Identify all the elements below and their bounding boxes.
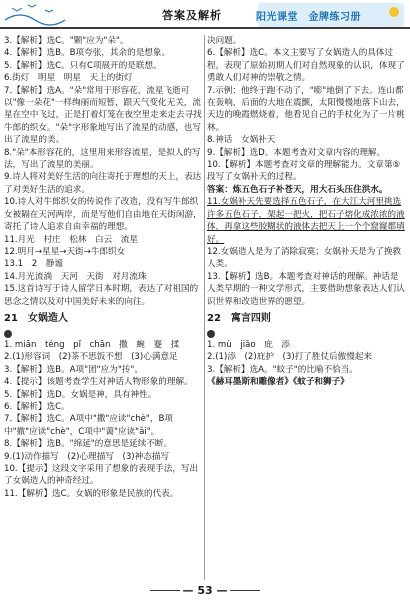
answer-line: 12.明月→星星→天街→牛郎织女 xyxy=(4,246,126,257)
page-number: — 53 — xyxy=(180,584,230,597)
answer-line: 1. miān téng pǐ chān 撒 蜿 蹇 揉 xyxy=(4,339,180,350)
answer-line: 12.女娲造人是为了消除寂寞；女娲补天是为了挽救人类。 xyxy=(207,246,402,270)
column-divider xyxy=(204,35,205,580)
answer-line: 《赫耳墨斯和雕像者》《蚊子和狮子》 xyxy=(207,377,349,388)
page-title: 答案及解析 xyxy=(162,9,222,22)
answer-line: 9.诗人将对美好生活的向往寄托于理想的天上，表达了对美好生活的追求。 xyxy=(4,172,202,195)
answer-line: 7.【解析】选C。A项中"撒"应读"chè"，B项中"撤"应读"chè"，C项中"蔼"应读"ǎi"。 xyxy=(4,414,173,437)
answer-line: 11.女娲补天先要选择五色石子，在大江大河里挑选许多五色石子，架起一把火，把石子熔化成浓浓的液体，再拿这些胶糊状的液体去把天上一个个窟窿都填好。 xyxy=(207,197,405,245)
sub-heading xyxy=(4,330,202,338)
answer-line: 6.【解析】选C。 xyxy=(4,401,70,412)
answer-line: 9.【解析】选D。本题考查对文章内容的理解。 xyxy=(207,147,386,158)
sub-heading xyxy=(207,330,405,338)
answer-line: 8."朵"本形容花的，这里用来形容流星，是拟人的写法，写出了流星的美丽。 xyxy=(4,147,201,171)
answer-line: 4.【提示】该题考查学生对神话人物形象的理解。 xyxy=(4,377,193,388)
answer-line: 10.【解析】本题考查对文章的理解能力。文章第⑤段写了女娲补天的过程。 xyxy=(207,160,401,183)
answer-line: 10.【提示】这段文字采用了想象的表现手法，写出了女娲造人的神奇经过。 xyxy=(4,464,199,487)
section-title: 22 寓言四则 xyxy=(207,312,271,324)
answer-line: 5.【解析】选D。女娲是神，具有神性。 xyxy=(4,389,157,400)
right-column xyxy=(207,35,405,389)
answer-line: 14.月光流淌 天河 天街 对月流珠 xyxy=(4,271,147,282)
answer-line: 3.【解析】选C。"颗"应为"朵"。 xyxy=(4,36,129,46)
answer-line: 13.1 2 静谧 xyxy=(4,259,63,270)
page-footer xyxy=(0,582,410,600)
answer-line: 1. mù jiāo 庇 添 xyxy=(207,339,291,350)
answer-line: 5.【解析】选C。只有C项展开的是联想。 xyxy=(4,60,162,71)
bullet-icon xyxy=(4,330,12,338)
answer-line: 6.【解析】选C。本文主要写了女娲造人的具体过程，表现了原始初期人们对自然现象的认识，体现了勇敢人们对神的崇敬之情。 xyxy=(207,48,405,84)
section-title: 21 女娲造人 xyxy=(4,312,68,324)
answer-line: 2.(1)形容词 (2)茶不思饭不想 (3)心满意足 xyxy=(4,352,178,363)
answer-line: 8.神话 女娲补天 xyxy=(207,135,276,146)
birds-waves-decoration-icon xyxy=(0,0,150,28)
answer-line: 4.【解析】选B。B项夸张，其余的是想象。 xyxy=(4,48,171,59)
answer-line: 11.【解析】选C。女娲的形象是民族的代表。 xyxy=(4,488,179,499)
bullet-icon xyxy=(207,330,215,338)
header-divider xyxy=(0,27,410,29)
answer-line: 2.(1)添 (2)庇护 (3)打了胜仗后傲慢起来 xyxy=(207,352,373,363)
answer-line: 11.月光 村庄 松林 白云 流星 xyxy=(4,234,138,245)
answer-line: 7.示例：他终于跑不动了，"嘭"地倒了下去。连山都在轰响，后面的大地在震颤，太阳慢慢地落下山去，天边的晚霞燃烧着，他看见自己的手杖化为了一片桃林。 xyxy=(207,85,405,133)
answer-line: 3.【解析】选B。A项"团"应为"抟"。 xyxy=(4,364,143,375)
answer-line: 8.【解析】选B。"绵延"的意思是延续不断。 xyxy=(4,439,173,450)
answer-line: 10.诗人对牛郎织女的传说作了改造，没有写牛郎织女被隔在天河两岸，而是写他们自由地在天街闲游，寄托了诗人追求自由幸福的理想。 xyxy=(4,197,202,233)
brand-name: 阳光课堂 金牌练习册 xyxy=(256,12,361,23)
answer-line: 7.【解析】选A。"朵"常用于形容花，流星飞逝可以"像一朵花"一样绚丽而短暂，跟天气变化无关，流星在空中飞过，正是打着灯笼在夜空里走来走去寻找牛郎的织女。"朵"字形象地写出了流星的动感，也写出了流星的美。 xyxy=(4,85,202,146)
section-heading-22 xyxy=(207,311,405,327)
page-header xyxy=(0,0,410,34)
left-column xyxy=(4,35,202,500)
answer-line: 9.(1)动作描写 (2)心理描写 (3)神态描写 xyxy=(4,451,170,462)
answer-line: 3.【解析】选A。"蚊子"的比喻不恰当。 xyxy=(207,364,358,375)
answer-line: 13.【解析】选B。本题考查对神话的理解。神话是人类早期的一种文学形式，主要借助想象表达人们认识世界和改造世界的愿望。 xyxy=(207,271,405,307)
answer-line: 6.街灯 明星 明星 天上的街灯 xyxy=(4,73,133,84)
answer-line: 决问题。 xyxy=(207,36,242,46)
section-heading-21 xyxy=(4,311,202,327)
answer-line: 15.这首诗写于诗人留学日本时期，表达了对祖国的思念之情以及对中国美好未来的向往。 xyxy=(4,284,199,307)
answer-line: 答案：炼五色石子补苍天，用大石头压住洪水。 xyxy=(207,184,388,195)
